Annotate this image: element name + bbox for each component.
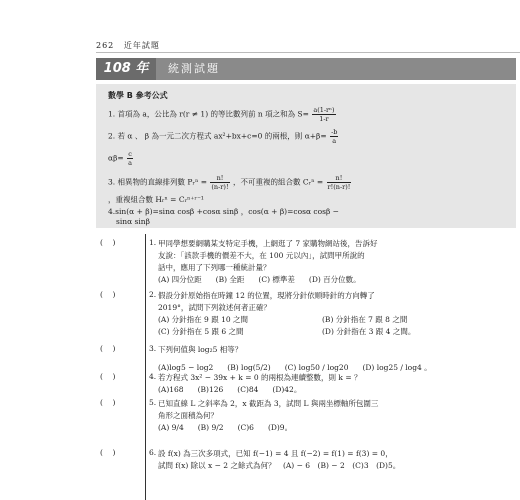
question-line: 設 f(x) 為三次多項式，已知 f(−1) = 4 且 f(−2) = f(1) = f(3) = 0， xyxy=(158,449,393,458)
option-b[interactable]: (B) 全距 xyxy=(215,275,245,284)
options xyxy=(158,314,513,338)
option-d[interactable]: (D)9。 xyxy=(267,423,293,432)
option-c[interactable]: (C) 標準差 xyxy=(258,275,295,284)
question-column-divider xyxy=(145,234,146,500)
option-c[interactable]: (C)6 xyxy=(237,423,254,432)
option-d[interactable]: (D) 百分位數。 xyxy=(308,275,361,284)
question-line: 話中，應用了下列哪一種統計量？ xyxy=(158,263,271,272)
option-d[interactable]: (D) log25 / log4 。 xyxy=(362,363,432,372)
formula-3-mid: ，不可重複的組合數 Cᵣⁿ = xyxy=(232,177,324,187)
header-rule xyxy=(96,52,520,53)
question-number: 3. xyxy=(149,344,157,353)
formula-heading: 數學 B 參考公式 xyxy=(108,91,168,100)
formula-3-denominator-2: r!(n-r)! xyxy=(327,183,351,191)
question-text xyxy=(158,238,513,286)
formula-3-text: 3. 相異物的直線排列數 Pᵣⁿ = xyxy=(108,177,207,187)
question-text xyxy=(158,344,513,374)
option-b[interactable]: (B) log(5/2) xyxy=(227,363,271,372)
formula-3-fraction-2 xyxy=(327,174,352,191)
formula-1 xyxy=(108,106,337,123)
book-title: 近年試題 xyxy=(123,41,160,50)
question-line: 已知直線 L 之斜率為 2，x 截距為 3，試問 L 與兩坐標軸所包圍三 xyxy=(158,399,379,408)
formula-1-text: 1. 首項為 a，公比為 r(r ≠ 1) 的等比數列前 n 項之和為 S= xyxy=(108,109,309,119)
option-b[interactable]: (B) 分針指在 7 跟 8 之間 xyxy=(322,315,408,324)
formula-1-denominator: 1-r xyxy=(319,115,329,123)
question-number: 2. xyxy=(149,290,157,299)
formula-3-numerator-2: n! xyxy=(327,174,352,183)
question-line: 甲同學想要網購某支特定手機，上網逛了 7 家購物網站後，告訴好 xyxy=(158,239,378,248)
option-d[interactable]: (D)42。 xyxy=(272,385,302,394)
formula-3 xyxy=(108,174,352,191)
formula-4: 4.sin(α + β)=sinα cosβ +cosα sinβ ，cos(α + β)=cosα cosβ − xyxy=(108,207,339,216)
question-line: 試問 f(x) 除以 x − 2 之餘式為何？ (A) − 6 (B) − 2 (C)3 (D)5。 xyxy=(158,461,401,470)
question-number: 5. xyxy=(149,398,157,407)
formula-1-numerator: a(1-rⁿ) xyxy=(313,106,335,114)
option-a[interactable]: (A) 四分位距 xyxy=(158,275,202,284)
option-a[interactable]: (A)168 xyxy=(158,385,184,394)
option-c[interactable]: (C) log50 / log20 xyxy=(284,363,349,372)
formula-2b-denominator: a xyxy=(128,159,132,167)
answer-paren[interactable]: ( ) xyxy=(100,372,116,381)
question-line: 下列何值與 log₂5 相等？ xyxy=(158,345,243,354)
page-header xyxy=(96,40,160,51)
option-d[interactable]: (D) 分針指在 3 跟 4 之間。 xyxy=(322,327,416,336)
formula-2b-numerator: c xyxy=(128,150,132,158)
formula-3-fraction xyxy=(210,174,229,191)
answer-paren[interactable]: ( ) xyxy=(100,448,116,457)
question-line: 若方程式 3x² − 39x + k = 0 的兩根為連續整數，則 k = ？ xyxy=(158,373,362,382)
answer-paren[interactable]: ( ) xyxy=(100,344,116,353)
question-number: 4. xyxy=(149,372,157,381)
question-text xyxy=(158,398,513,434)
option-b[interactable]: (B) 9/2 xyxy=(197,423,224,432)
option-c[interactable]: (C) 分針指在 5 跟 6 之間 xyxy=(158,327,244,336)
option-b[interactable]: (B)126 xyxy=(197,385,224,394)
banner-title: 統測試題 xyxy=(168,62,220,75)
formula-box xyxy=(96,84,516,228)
option-a[interactable]: (A) 9/4 xyxy=(158,423,184,432)
question-line: 2019°，試問下列敘述何者正確？ xyxy=(158,303,271,312)
options xyxy=(158,422,513,434)
page-number: 262 xyxy=(96,41,115,50)
section-banner xyxy=(96,58,516,80)
answer-paren[interactable]: ( ) xyxy=(100,398,116,407)
formula-3-denominator: (n-r)! xyxy=(211,183,229,191)
question-line: 友說：「該款手機的價差不大，在 100 元以內」，試問甲所說的 xyxy=(158,251,365,260)
option-a[interactable]: (A) 分針指在 9 跟 10 之間 xyxy=(158,315,249,324)
answer-paren[interactable]: ( ) xyxy=(100,290,116,299)
answer-paren[interactable]: ( ) xyxy=(100,238,116,247)
options xyxy=(158,274,513,286)
formula-4b: sinα sinβ xyxy=(116,217,150,226)
formula-2b xyxy=(108,150,134,167)
formula-3-numerator: n! xyxy=(210,174,229,183)
question-text xyxy=(158,290,513,338)
formula-3b: ，重複組合數 Hᵣⁿ = Cᵣⁿ⁺ʳ⁻¹ xyxy=(108,195,204,204)
question-text xyxy=(158,372,513,396)
question-text xyxy=(158,448,513,472)
formula-2-denominator: a xyxy=(332,137,337,145)
formula-2-fraction xyxy=(330,128,338,145)
formula-2 xyxy=(108,128,339,145)
formula-2b-text: αβ= xyxy=(108,153,124,163)
question-number: 1. xyxy=(149,238,157,247)
question-line: 假設分針原始指在時鐘 12 的位置，現將分針依順時針的方向轉了 xyxy=(158,291,375,300)
formula-2b-fraction xyxy=(127,150,133,167)
option-a[interactable]: (A)log5 − log2 xyxy=(158,363,214,372)
question-line: 角形之面積為何？ xyxy=(158,411,218,420)
options xyxy=(158,384,513,396)
formula-2-text: 2. 若 α 、 β 為一元二次方程式 ax²+bx+c=0 的兩根，則 α+β= xyxy=(108,131,327,141)
formula-1-fraction xyxy=(312,106,335,123)
banner-year: 108 年 xyxy=(96,58,156,80)
option-c[interactable]: (C)84 xyxy=(237,385,259,394)
formula-2-numerator: -b xyxy=(331,128,338,136)
question-number: 6. xyxy=(149,448,157,457)
